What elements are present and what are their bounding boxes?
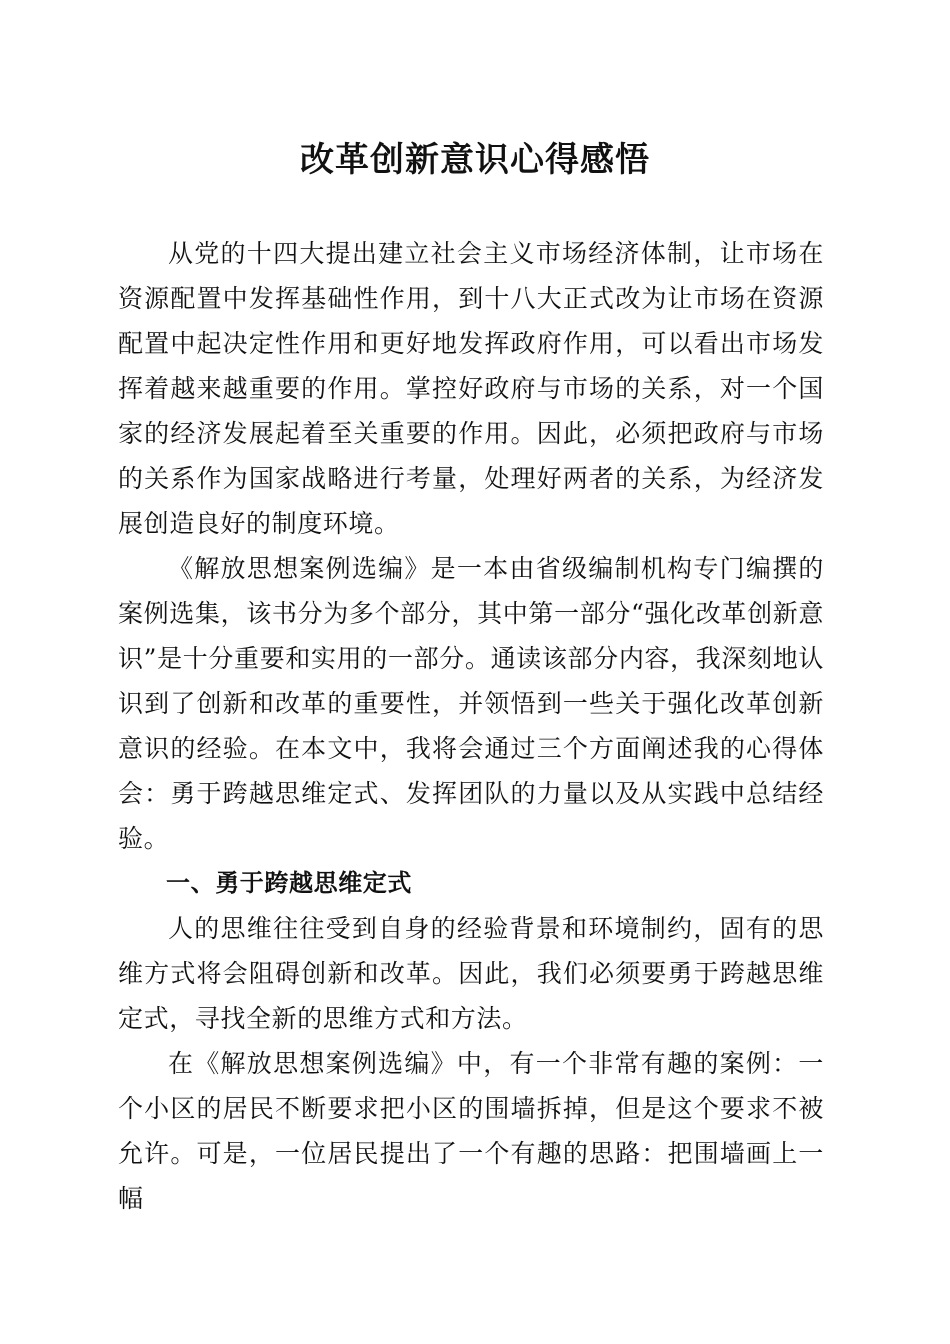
document-title: 改革创新意识心得感悟 [300,140,650,180]
document-body [118,231,824,1221]
paragraph-intro: 从党的十四大提出建立社会主义市场经济体制，让市场在资源配置中发挥基础性作用，到十八大正式改为让市场在资源配置中起决定性作用和更好地发挥政府作用，可以看出市场发挥着越来越重要的作用。掌控好政府与市场的关系，对一个国家的经济发展起着至关重要的作用。因此，必须把政府与市场的关系作为国家战略进行考量，处理好两者的关系，为经济发展创造良好的制度环境。 [118,239,824,538]
paragraph-case-example: 在《解放思想案例选编》中，有一个非常有趣的案例：一个小区的居民不断要求把小区的围墙拆掉，但是这个要求不被允许。可是，一位居民提出了一个有趣的思路：把围墙画上一幅 [118,1049,824,1213]
section-heading-1: 一、勇于跨越思维定式 [166,869,412,897]
paragraph-book-overview: 《解放思想案例选编》是一本由省级编制机构专门编撰的案例选集，该书分为多个部分，其中第一部分“强化改革创新意识”是十分重要和实用的一部分。通读该部分内容，我深刻地认识到了创新和改革的重要性，并领悟到一些关于强化改革创新意识的经验。在本文中，我将会通过三个方面阐述我的心得体会：勇于跨越思维定式、发挥团队的力量以及从实践中总结经验。 [118,554,824,853]
paragraph-thinking-pattern: 人的思维往往受到自身的经验背景和环境制约，固有的思维方式将会阻碍创新和改革。因此，我们必须要勇于跨越思维定式，寻找全新的思维方式和方法。 [118,914,824,1033]
